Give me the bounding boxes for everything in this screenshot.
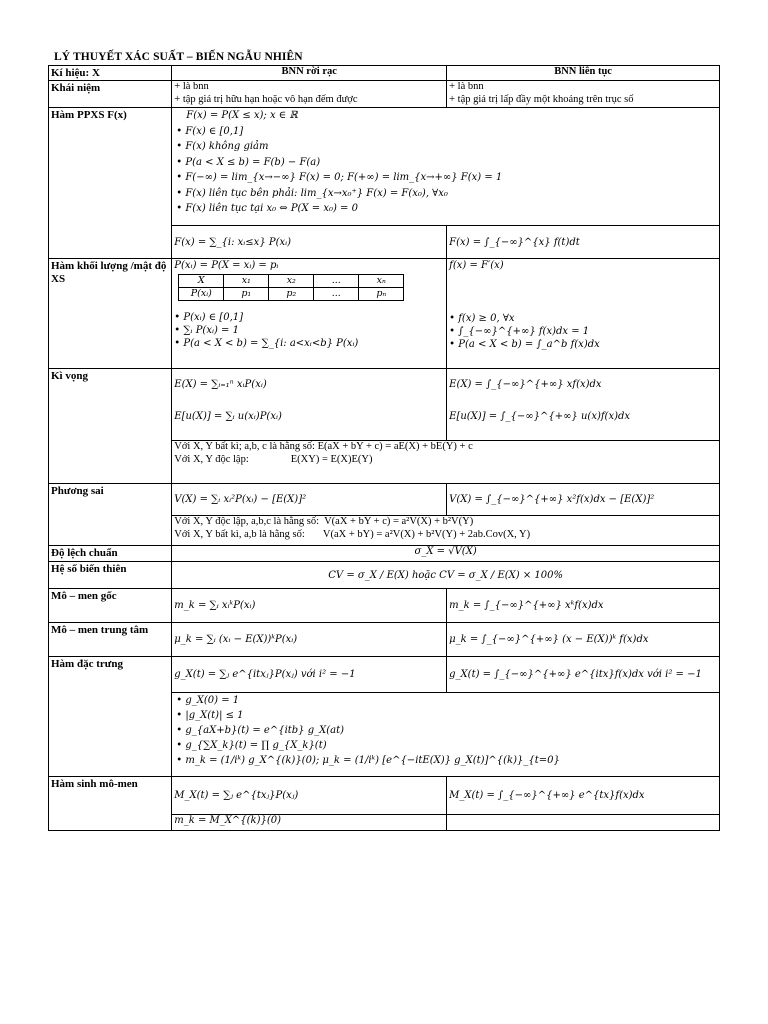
formula: • f(x) ≥ 0, ∀x (449, 312, 717, 325)
formula: • P(xᵢ) ∈ [0,1] (174, 311, 444, 324)
table-cell: p₂ (269, 288, 314, 301)
text-line: + là bnn (449, 81, 484, 92)
table-cell: P(xᵢ) (179, 288, 224, 301)
formula: CV = σ_X / E(X) hoặc CV = σ_X / E(X) × 100% (328, 569, 563, 581)
formula: M_X(t) = ∫_{−∞}^{+∞} e^{tx}f(x)dx (449, 790, 645, 801)
row-label: Độ lệch chuẩn (49, 546, 172, 562)
formula: V(X) = ∑ᵢ xᵢ²P(xᵢ) − [E(X)]² (174, 494, 307, 505)
formula: g_X(t) = ∫_{−∞}^{+∞} e^{itx}f(x)dx với i² = −1 (449, 669, 702, 680)
row-label: Hàm đặc trưng (49, 657, 172, 777)
cell-continuous (447, 226, 720, 259)
cell-continuous (447, 657, 720, 693)
text-line: + là bnn (174, 81, 209, 92)
table-row (179, 275, 404, 288)
cell-discrete (172, 657, 447, 693)
row-do-lech-chuan (49, 546, 720, 562)
table-cell: ... (314, 275, 359, 288)
formula: • g_{aX+b}(t) = e^{itb} g_X(at) (176, 723, 717, 738)
row-label: Hàm khối lượng /mật độ XS (49, 259, 172, 369)
formula-table (48, 65, 720, 831)
cell-discrete (172, 589, 447, 623)
formula: • ∑ᵢ P(xᵢ) = 1 (174, 324, 444, 337)
formula: M_X(t) = ∑ⱼ e^{txⱼ}P(xⱼ) (174, 790, 299, 801)
formula: • F(x) ∈ [0,1] (176, 124, 717, 140)
cell-continuous (447, 589, 720, 623)
note-line: Với X, Y bất kì; a,b, c là hằng số: E(aX + bY + c) = aE(X) + bE(Y) + c (174, 441, 473, 452)
formula: E[u(X)] = ∫_{−∞}^{+∞} u(x)f(x)dx (449, 411, 631, 422)
cell-properties (172, 693, 720, 777)
formula: F(x) = ∫_{−∞}^{x} f(t)dt (449, 236, 580, 248)
row-mo-men-trung-tam (49, 623, 720, 657)
cell-discrete (172, 81, 447, 108)
cell-continuous (447, 623, 720, 657)
formula: • P(a < X < b) = ∑_{i: a<xᵢ<b} P(xᵢ) (174, 337, 444, 350)
formula: F(x) = P(X ≤ x); x ∈ ℝ (186, 110, 298, 121)
page-title: LÝ THUYẾT XÁC SUẤT – BIẾN NGẪU NHIÊN (54, 51, 303, 63)
row-ham-khoi-luong (49, 259, 720, 369)
note-line: Với X, Y độc lập: E(XY) = E(X)E(Y) (174, 453, 373, 465)
cell-formula (172, 562, 720, 589)
cell-discrete (172, 226, 447, 259)
note-line: Với X, Y độc lập, a,b,c là hằng số: V(aX + bY + c) = a²V(X) + b²V(Y) (174, 516, 474, 527)
table-cell: ... (314, 288, 359, 301)
row-label: Hàm PPXS F(x) (49, 108, 172, 259)
formula: • P(a < X ≤ b) = F(b) − F(a) (176, 155, 717, 171)
cell-empty (447, 815, 720, 831)
table-cell: pₙ (359, 288, 404, 301)
formula: m_k = ∫_{−∞}^{+∞} xᵏf(x)dx (449, 600, 604, 611)
cell-continuous (447, 259, 720, 369)
cell-formula (172, 546, 720, 562)
cell-continuous (447, 777, 720, 815)
cell-discrete (172, 369, 447, 441)
table-cell: x₁ (224, 275, 269, 288)
header-continuous: BNN liên tục (447, 66, 720, 81)
row-label: Hệ số biến thiên (49, 562, 172, 589)
row-ki-vong (49, 369, 720, 441)
row-ham-dac-trung (49, 657, 720, 693)
row-label: Kì vọng (49, 369, 172, 484)
text-line: + tập giá trị hữu hạn hoặc vô hạn đếm được (174, 93, 358, 105)
formula: • |g_X(t)| ≤ 1 (176, 708, 717, 723)
formula: μ_k = ∑ᵢ (xᵢ − E(X))ᵏP(xᵢ) (174, 634, 298, 645)
cell-discrete (172, 623, 447, 657)
formula: μ_k = ∫_{−∞}^{+∞} (x − E(X))ᵏ f(x)dx (449, 634, 649, 645)
cell-discrete (172, 484, 447, 516)
row-ham-sinh-mo-men (49, 777, 720, 815)
table-cell: p₁ (224, 288, 269, 301)
formula: • ∫_{−∞}^{+∞} f(x)dx = 1 (449, 325, 717, 338)
row-ham-ppxs (49, 108, 720, 226)
formula: • F(x) liên tục bên phải: lim_{x→x₀⁺} F(x) = F(x₀), ∀x₀ (176, 186, 717, 202)
cell-discrete (172, 259, 447, 369)
table-row (179, 288, 404, 301)
formula: m_k = ∑ᵢ xᵢᵏP(xᵢ) (174, 600, 256, 611)
formula: • g_X(0) = 1 (176, 693, 717, 708)
formula: g_X(t) = ∑ⱼ e^{itxⱼ}P(xⱼ) với i² = −1 (174, 669, 356, 680)
table-cell: xₙ (359, 275, 404, 288)
formula: • P(a < X < b) = ∫_a^b f(x)dx (449, 338, 717, 351)
cell-notes (172, 516, 720, 546)
row-he-so-bien-thien (49, 562, 720, 589)
row-label: Mô – men trung tâm (49, 623, 172, 657)
cell-continuous (447, 484, 720, 516)
cell-common (172, 108, 720, 226)
formula: E(X) = ∑ᵢ₌₁ⁿ xᵢP(xᵢ) (174, 379, 267, 390)
formula: • m_k = (1/iᵏ) g_X^{(k)}(0); μ_k = (1/iᵏ) [e^{−itE(X)} g_X(t)]^{(k)}_{t=0} (176, 753, 717, 768)
formula: V(X) = ∫_{−∞}^{+∞} x²f(x)dx − [E(X)]² (449, 494, 655, 505)
cell-continuous (447, 81, 720, 108)
cell-discrete (172, 777, 447, 815)
formula: • g_{∑X_k}(t) = ∏ g_{X_k}(t) (176, 738, 717, 753)
document (48, 50, 720, 831)
cell-continuous (447, 369, 720, 441)
formula: • F(x) liên tục tại x₀ ⇔ P(X = x₀) = 0 (176, 201, 717, 217)
row-label: Phương sai (49, 484, 172, 546)
text-line: + tập giá trị lấp đầy một khoảng trên trục số (449, 93, 634, 105)
row-phuong-sai (49, 484, 720, 516)
distribution-table (178, 274, 404, 301)
formula: E[u(X)] = ∑ᵢ u(xᵢ)P(xᵢ) (174, 411, 282, 422)
header-symbol: Kí hiệu: X (49, 66, 172, 81)
row-label: Hàm sinh mô-men (49, 777, 172, 831)
row-khai-niem (49, 81, 720, 108)
formula: F(x) = ∑_{i: xᵢ≤x} P(xᵢ) (174, 236, 292, 248)
formula: • F(x) không giảm (176, 139, 717, 155)
table-cell: X (179, 275, 224, 288)
formula: f(x) = F′(x) (449, 260, 504, 271)
header-discrete: BNN rời rạc (172, 66, 447, 81)
note-line: Với X, Y bất kì, a,b là hằng số: V(aX + bY) = a²V(X) + b²V(Y) + 2ab.Cov(X, Y) (174, 528, 531, 540)
table-cell: x₂ (269, 275, 314, 288)
cell-notes (172, 441, 720, 484)
formula: • F(−∞) = lim_{x→−∞} F(x) = 0; F(+∞) = lim_{x→+∞} F(x) = 1 (176, 170, 717, 186)
row-label: Mô – men gốc (49, 589, 172, 623)
cell-discrete (172, 815, 447, 831)
formula: σ_X = √V(X) (414, 546, 477, 557)
formula: P(xᵢ) = P(X = xᵢ) = pᵢ (174, 260, 279, 271)
formula: E(X) = ∫_{−∞}^{+∞} xf(x)dx (449, 379, 602, 390)
row-label: Khái niệm (49, 81, 172, 108)
row-mo-men-goc (49, 589, 720, 623)
formula: m_k = M_X^{(k)}(0) (174, 815, 282, 826)
header-row (49, 66, 720, 81)
